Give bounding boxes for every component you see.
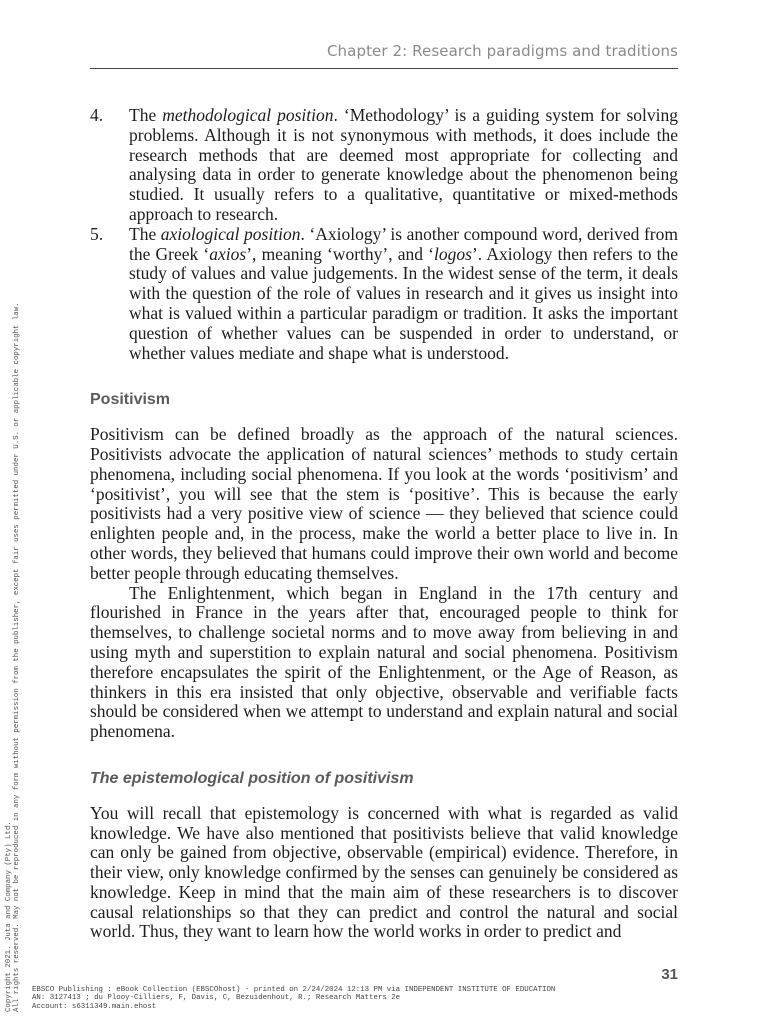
copyright-notice [5, 302, 22, 1012]
copyright-line: All rights reserved. May not be reproduced in any form without permission from the publisher, except fair uses permitted under U.S. or applicable copyright law. [13, 302, 22, 1012]
list-lead-in: The [129, 105, 163, 125]
section-heading-positivism: Positivism [90, 391, 171, 409]
footer-line: EBSCO Publishing : eBook Collection (EBSCOhost) - printed on 2/24/2024 12:13 PM via INDEPENDENT INSTITUTE OF EDUCATION [32, 986, 556, 994]
section-heading-epistemological: The epistemological position of positivism [90, 769, 414, 787]
list-lead-in: The [129, 223, 161, 244]
term-axios: axios [209, 243, 247, 264]
footer-line: AN: 3127413 ; du Plooy-Cilliers, F, Davis, C, Bezuidenhout, R.; Research Matters 2e [32, 994, 401, 1003]
paragraph: The Enlightenment, which began in England in the 17th century and flourished in France in the years after that, encouraged people to think for themselves, to challenge societal norms and to move away from believing in and using myth and superstition to explain natural and social phenomena. Positivism therefore encapsulates the spirit of the Enlightenment, or the Age of Reason, as thinkers in this era insisted that only objective, observable and verifiable facts should be considered when we attempt to understand and explain natural and social phenomena. [90, 582, 678, 742]
paragraph: Positivism can be defined broadly as the approach of the natural sciences. Positivists advocate the application of natural sciences’ methods to study certain phenomena, including social phenomena. If you look at the words ‘positivism’ and ‘positivist’, you will see that the stem is ‘positive’. This is because the early positivists had a very positive view of science — they believed that science could enlighten people and, in the process, make the world a better place to live in. In other words, they believed that humans could improve their own world and become better people through educating themselves. [90, 424, 678, 583]
list-item-text: . ‘Axiology’ is another compound word, derived from the Greek ‘ [129, 223, 678, 264]
term-methodological-position: methodological position [162, 105, 334, 125]
numbered-list [90, 106, 678, 363]
page-number: 31 [661, 966, 678, 983]
list-number: 4. [90, 105, 104, 125]
paragraph: You will recall that epistemology is concerned with what is regarded as valid knowledge. We have also mentioned that positivists believe that valid knowledge can only be gained from objective, observable (empirical) evidence. Therefore, in their view, only knowledge confirmed by the senses can genuinely be considered as knowledge. Keep in mind that the main aim of these researchers is to discover causal relationships so that they can predict and control the natural and social world. Thus, they want to learn how the world works in order to predict and [90, 802, 678, 942]
footer-line: Account: s6311349.main.ehost [32, 1002, 157, 1011]
term-axiological-position: axiological position [160, 223, 301, 244]
term-logos: logos [434, 243, 472, 264]
running-head: Chapter 2: Research paradigms and traditions [326, 42, 678, 60]
list-item-text: ’, meaning ‘worthy’, and ‘ [246, 243, 434, 264]
header-rule [90, 68, 678, 69]
list-item-text: ’. Axiology then refers to the study of values and value judgements. In the widest sense of the term, it deals with the question of the role of values in research and it gives us insight into what is valued within a particular paradigm or tradition. It asks the important question of whether values can be suspended in order to understand, or whether values mediate and shape what is understood. [129, 243, 678, 363]
ebsco-footer [32, 986, 555, 1011]
list-number: 5. [90, 223, 104, 244]
copyright-line: Copyright 2021. Juta and Company (Pty) Ltd. [5, 821, 13, 1012]
list-item-text: . ‘Methodology’ is a guiding system for solving problems. Although it is not synonymous with methods, it does include the research methods that are deemed most appropriate for collecting and analysing data in order to generate knowledge about the phenomenon being studied. It usually refers to a qualitative, quantitative or mixed-methods approach to research. [129, 105, 678, 224]
list-item-axiological [90, 225, 678, 364]
list-item-methodological [90, 106, 678, 225]
page-body [90, 106, 678, 942]
